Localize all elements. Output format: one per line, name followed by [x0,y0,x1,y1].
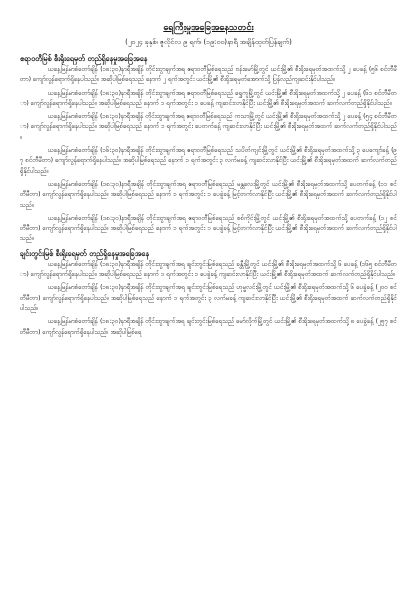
section-heading: ဧရာဝတီမြစ် စီးရိုးရေမှတ် တည်ရှိနေမှုအခြေအနေ [20,54,148,63]
section-ayeyarwady [20,53,397,245]
paragraph: ယနေ့မြန်မာစံတော်ချိန် (၁၈:၃၀)နာရီအချိန် တိုင်းထွာချက်အရ ဧရာဝတီမြစ်ရေသည် ဗန်းမော်မြို့တွင် ယင်းမြို့၏ စီးရိုးရေမှတ်အထက်သို့ ၂ ပေခန့် (၅၆ စင်တီမီတာ) ကျော်လွန်ရောက်ရှိနေပါသည်။ အဆိုပါမြစ်ရေသည် နောက် ၂ ရက်အတွင်း ယင်းမြို့၏ စီးရိုးရေမှတ်အောက်သို့ ပြန်လည်ကျဆင်းနိုင်ပါသည်။ [20,66,397,84]
paragraph: ယနေ့မြန်မာစံတော်ချိန် (၁၈:၃၀)နာရီအချိန် တိုင်းထွာချက်အရ ဧရာဝတီမြစ်ရေသည် စစ်ကိုင်းမြို့တွင် ယင်းမြို့၏ စီးရိုးရေမှတ်အထက်သို့ ပေတက်ခန့် (၁၂ စင်တီမီတာ) ကျော်လွန်ရောက်ရှိနေပါသည်။ အဆိုပါမြစ်ရေသည် နောက် ၁ ရက်အတွင်း ၁ ပေခွဲခန့် မြင့်တက်လာနိုင်ပြီး ယင်းမြို့၏ စီးရိုးရေမှတ်အထက် ဆက်လက်တည်ရှိနိုင်ပါသည်။ [20,214,397,243]
paragraph: ယနေ့မြန်မာစံတော်ချိန် (၁၈:၃၀)နာရီအချိန် တိုင်းထွာချက်အရ ချင်းတွင်းမြစ်ရေသည် မော်လိုက်မြို့တွင် ယင်းမြို့၏ စီးရိုးရေမှတ်အထက်သို့ ၈ ပေခွဲခန့် (၂၅၇ စင်တီမီတာ) ကျော်လွန်ရောက်ရှိနေပါသည်။ အဆိုပါမြစ်ရေ [20,318,397,336]
document-title: ရေကြီးမှုအခြေအနေသတင်း [163,23,254,33]
paragraph: ယနေ့မြန်မာစံတော်ချိန် (၁၈:၃၀)နာရီအချိန် တိုင်းထွာချက်အရ ဧရာဝတီမြစ်ရေသည် မန္တလေးမြို့တွင် ယင်းမြို့၏ စီးရိုးရေမှတ်အထက်သို့ ပေတက်ခန့် (၁၁ စင်တီမီတာ) ကျော်လွန်ရောက်ရှိနေပါသည်။ အဆိုပါမြစ်ရေသည် နောက် ၁ ရက်အတွင်း ၁ ပေခွဲခန့် မြင့်တက်လာနိုင်ပြီး ယင်းမြို့၏ စီးရိုးရေမှတ်အထက် ဆက်လက်တည်ရှိနိုင်ပါသည်။ [20,180,397,209]
section-chindwin [20,248,397,338]
paragraph: ယနေ့မြန်မာစံတော်ချိန် (၁၈:၃၀)နာရီအချိန် တိုင်းထွာချက်အရ ဧရာဝတီမြစ်ရေသည် ရွှေကူမြို့တွင် ယင်းမြို့၏ စီးရိုးရေမှတ်အထက်သို့ ၂ ပေခန့် (၆၁ စင်တီမီတာ) ကျော်လွန်ရောက်ရှိနေပါသည်။ အဆိုပါမြစ်ရေသည် နောက် ၁ ရက်အတွင်း ၁ ပေခန့် ကျဆင်းလာနိုင်ပြီး ယင်းမြို့၏ စီးရိုးရေမှတ်အထက် ဆက်လက်တည်ရှိနိုင်ပါသည်။ [20,89,397,107]
paragraph: ယနေ့မြန်မာစံတော်ချိန် (၁၈:၃၀)နာရီအချိန် တိုင်းထွာချက်အရ ချင်းတွင်းမြစ်ရေသည် ခန္တီးမြို့တွင် ယင်းမြို့၏ စီးရိုးရေမှတ်အထက်သို့ ၆ ပေခန့် (၁၆၅ စင်တီမီတာ) ကျော်လွန်ရောက်ရှိနေပါသည်။ အဆိုပါမြစ်ရေသည် နောက် ၁ ရက်အတွင်း ၁ ပေခွဲခန့် ကျဆင်းလာနိုင်ပြီး ယင်းမြို့၏ စီးရိုးရေမှတ်အထက် ဆက်လက်တည်ရှိနိုင်ပါသည်။ [20,260,397,279]
document-dateline: (၂၀၂၄ ခုနှစ်၊ ဇူလိုင်လ ၉ ရက်၊ (၁၉:၀၀)နာရီ အချိန်ထုတ်ပြန်ချက်) [125,38,292,46]
paragraph: ယနေ့မြန်မာစံတော်ချိန် (၁၈:၃၀)နာရီအချိန် တိုင်းထွာချက်အရ ဧရာဝတီမြစ်ရေသည် ကသာမြို့တွင် ယင်းမြို့၏ စီးရိုးရေမှတ်အထက်သို့ ၂ ပေခန့် (၅၄ စင်တီမီတာ) ကျော်လွန်ရောက်ရှိနေပါသည်။ အဆိုပါမြစ်ရေသည် နောက် ၁ ရက်အတွင်း ပေတက်ခန့် ကျဆင်းလာနိုင်ပြီး ယင်းမြို့၏ စီးရိုးရေမှတ်အထက် ဆက်လက်တည်ရှိနိုင်ပါသည်။ [20,113,397,141]
paragraph: ယနေ့မြန်မာစံတော်ချိန် (၁၆:၃၀)နာရီအချိန် တိုင်းထွာချက်အရ ဧရာဝတီမြစ်ရေသည် သပိတ်ကျင်းမြို့တွင် ယင်းမြို့၏ စီးရိုးရေမှတ်အထက်သို့ ၃ ပေကျော်ခန့် (၉၇ စင်တီမီတာ) ကျော်လွန်ရောက်ရှိနေပါသည်။ အဆိုပါမြစ်ရေသည် နောက် ၁ ရက်အတွင်း ၃ လက်မခန့် ကျဆင်းလာနိုင်ပြီး ယင်းမြို့၏ စီးရိုးရေမှတ်အထက် ဆက်လက်တည်ရှိနိုင်ပါသည်။ [20,147,397,175]
paragraph: ယနေ့မြန်မာစံတော်ချိန် (၁၈:၃၀)နာရီအချိန် တိုင်းထွာချက်အရ ချင်းတွင်းမြစ်ရေသည် ဟုမ္မလင်းမြို့တွင် ယင်းမြို့၏ စီးရိုးရေမှတ်အထက်သို့ ၆ ပေခွဲခန့် (၂၀၀ စင်တီမီတာ) ကျော်လွန်ရောက်ရှိနေပါသည်။ အဆိုပါမြစ်ရေသည် နောက် ၁ ရက်အတွင်း ၃ လက်မခန့် ကျဆင်းလာနိုင်ပြီး ယင်းမြို့၏ စီးရိုးရေမှတ်အထက် ဆက်လက်တည်ရှိနိုင်ပါသည်။ [20,284,397,312]
section-heading: ချင်းတွင်းမြစ် စီးရိုးရေမှတ် တည်ရှိနေမှုအခြေအနေ [20,248,150,258]
